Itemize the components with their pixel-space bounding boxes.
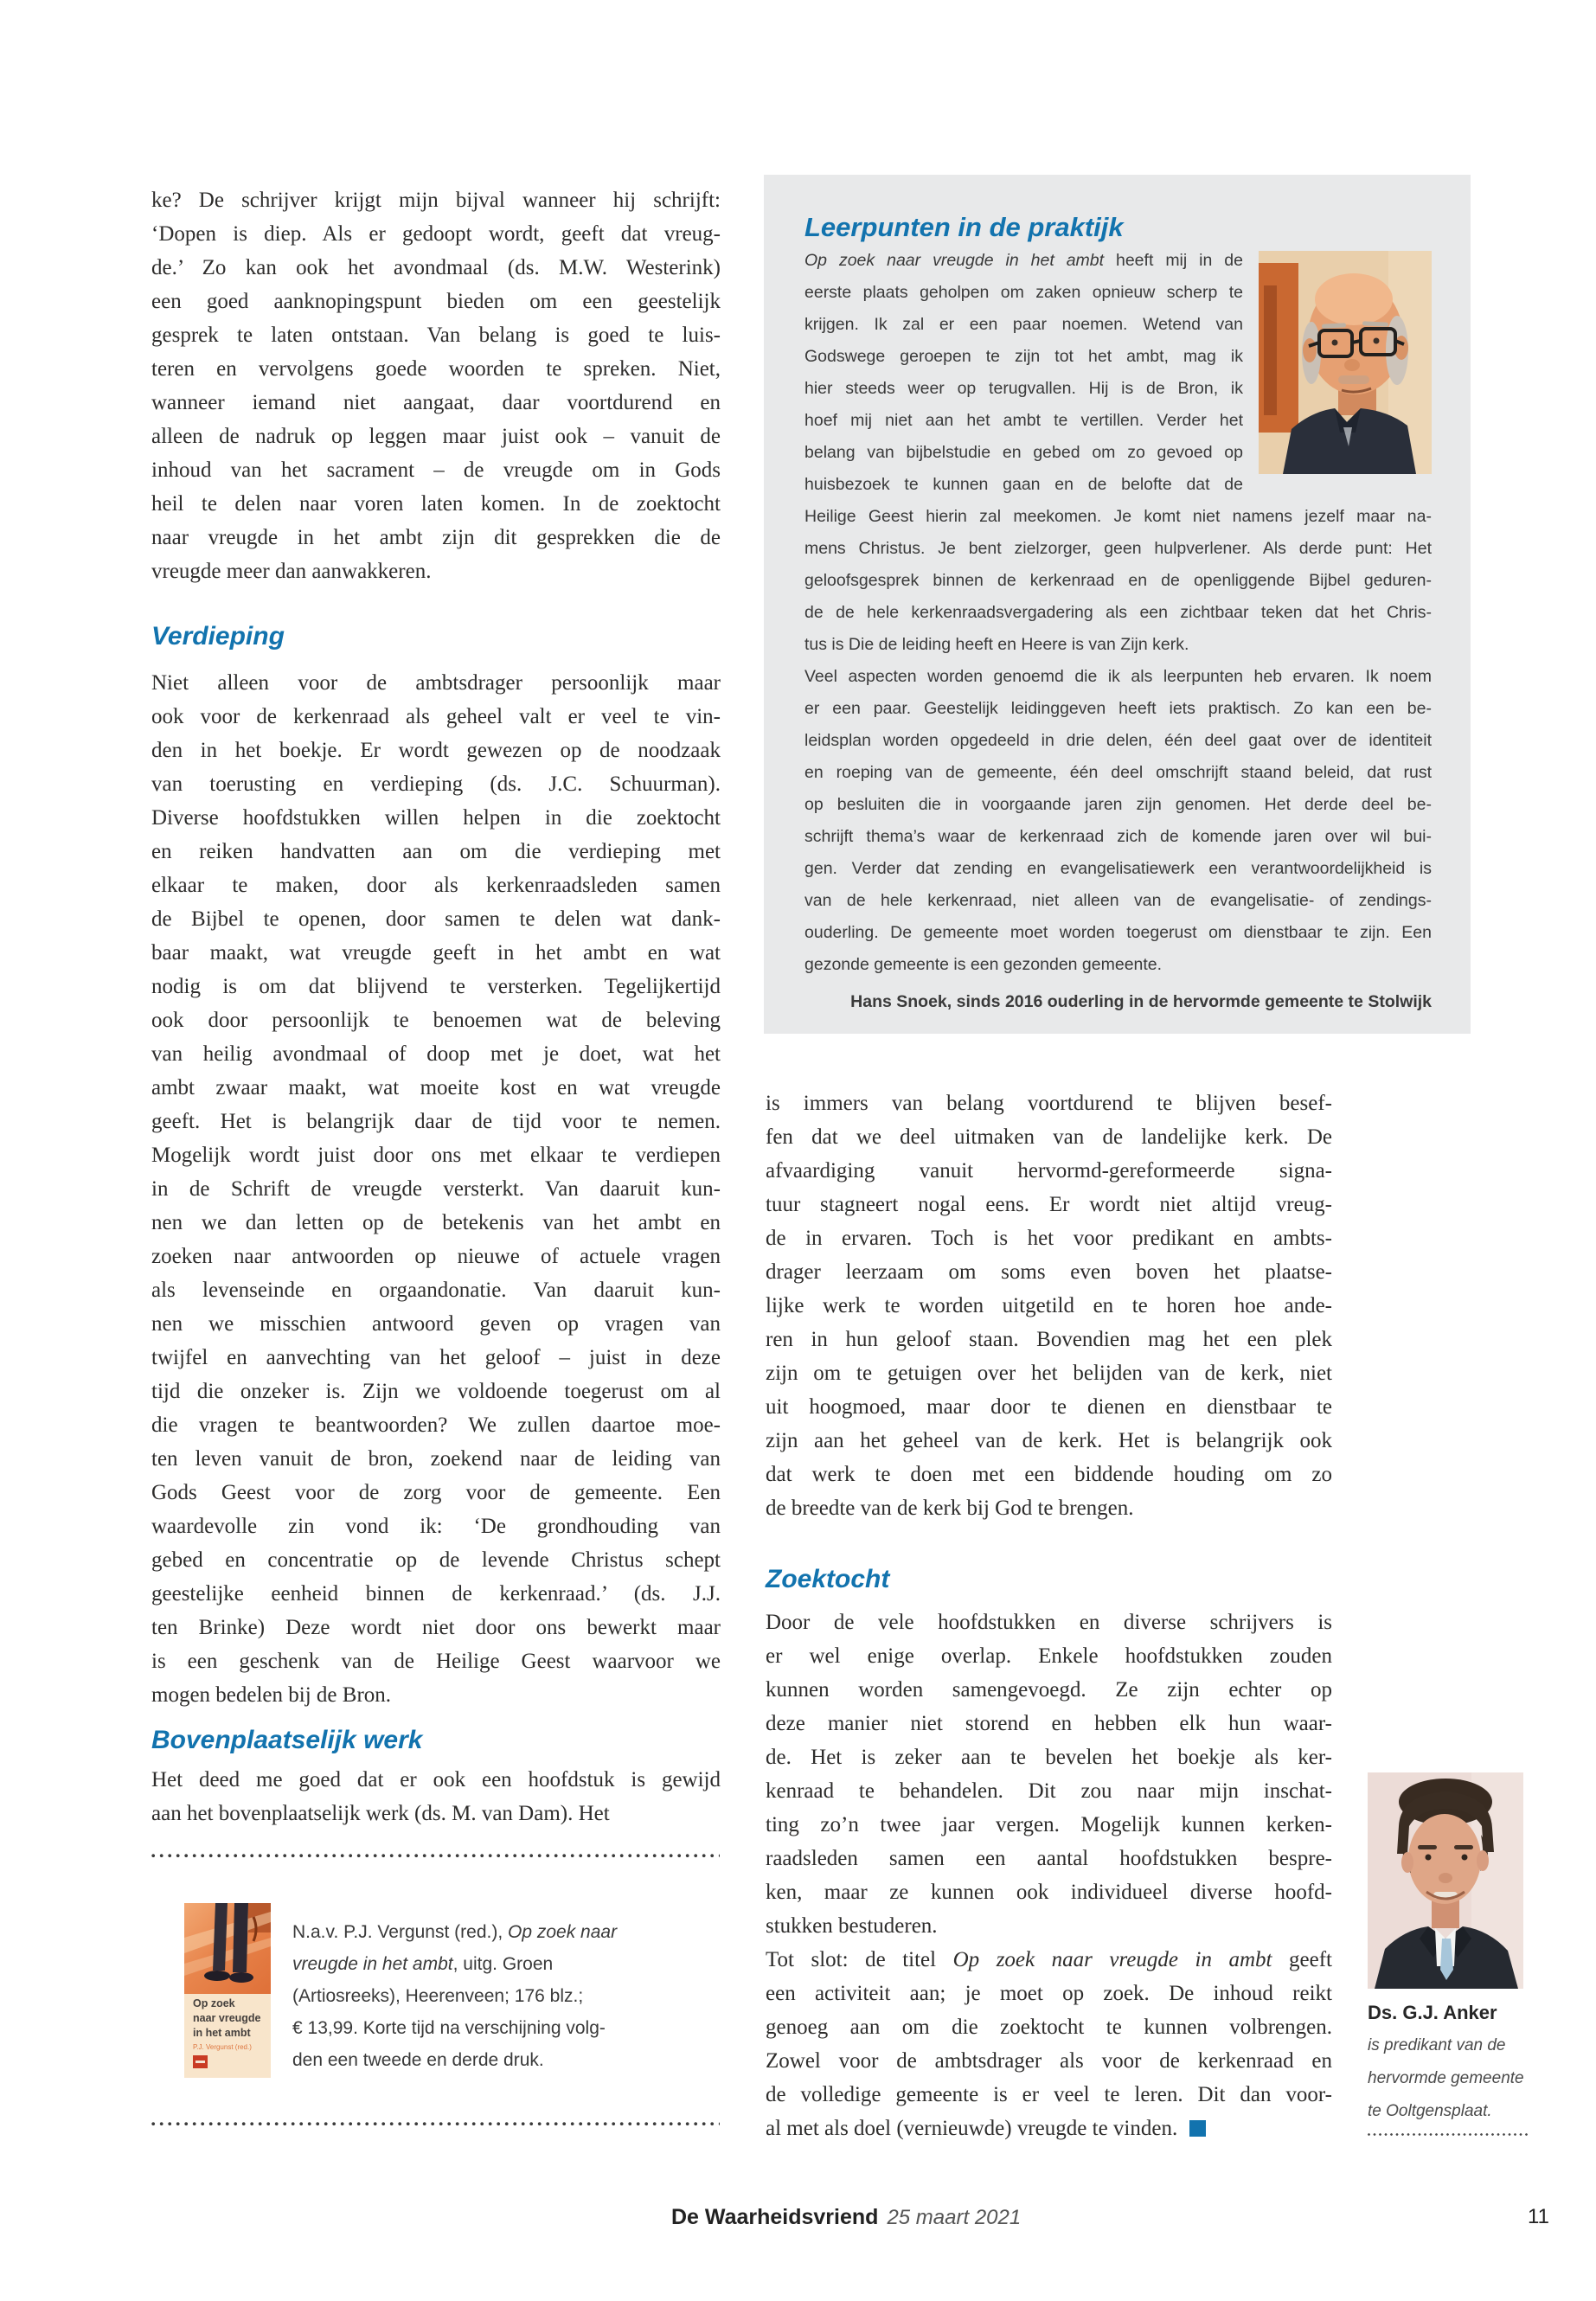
sidebar-box-attribution: Hans Snoek, sinds 2016 ouderling in de hervormde gemeente te Stolwijk [850, 992, 1432, 1011]
right-column-paragraph-3: Tot slot: de titel Op zoek naar vreugde in ambt geeft een activiteit aan; je moet op zoek. De inhoud reikt genoeg aan om die zoektocht te kunnen volbrengen. Zowel voor de ambtsdrager als voor de kerkenraad en de volledige gemeente is er veel te leren. Dit dan voor- al met als doel (vernieuwde) vreugde te vinden. [766, 1948, 1332, 2140]
right-column-paragraph-1: is immers van belang voortdurend te blijven besef- fen dat we deel uitmaken van de landelijke kerk. De afvaardiging vanuit hervormd-gereformeerde signa- tuur stagneert nogal eens. Er wordt niet altijd vreug- de in ervaren. Toch is het voor predikant en ambts- drager leerzaam om soms even boven het plaatse- lijke werk te worden uitgetild en te horen hoe ande- ren in hun geloof staan. Bovendien mag het een plek zijn om te getuigen over het belijden van de kerk, niet uit hoogmoed, maar door te dienen en dienstbaar te zijn aan het geheel van de kerk. Het is belangrijk ook dat werk te doen met een biddende houding om zo de breedte van de kerk bij God te brengen. [766, 1092, 1332, 1520]
book-cover-thumbnail [184, 1903, 271, 2078]
author-name: Ds. G.J. Anker [1368, 2002, 1497, 2023]
book-cover-author: P.J. Vergunst (red.) [193, 2043, 252, 2051]
hans-snoek-photo [1259, 251, 1432, 474]
section-heading-zoektocht: Zoektocht [766, 1565, 890, 1593]
footer-date: 25 maart 2021 [887, 2206, 1022, 2229]
author-photo [1368, 1772, 1523, 1989]
hans-snoek-portrait-illustration [1259, 251, 1432, 474]
author-bio: is predikant van de hervormde gemeente te Ooltgensplaat. [1368, 2036, 1524, 2120]
end-of-article-marker [1189, 2120, 1206, 2137]
section-heading-bovenplaatselijk-werk: Bovenplaatselijk werk [151, 1726, 423, 1754]
dotted-divider-bottom [151, 2122, 720, 2126]
dotted-divider-top [151, 1854, 720, 1858]
left-column-paragraph-3: Het deed me goed dat er ook een hoofdstuk is gewijd aan het bovenplaatselijk werk (ds. M. van Dam). Het [151, 1768, 721, 1825]
footer-magazine-title: De Waarheidsvriend [671, 2205, 879, 2229]
footer [671, 2204, 1021, 2231]
sidebar-box-heading: Leerpunten in de praktijk [804, 212, 1124, 242]
sidebar-box-paragraph-1: Op zoek naar vreugde in het ambt heeft mij in de eerste plaats geholpen om zaken opnieuw scherp te krijgen. Ik zal er een paar noemen. Wetend van Godswege geroepen te zijn tot het ambt, mag ik hier steeds weer op terugvallen. Hij is de Bron, ik hoef mij niet aan het ambt te vertillen. Verder het belang van bijbelstudie en gebed om zo gevoed op huisbezoek te kunnen gaan en de belofte dat de Heilige Geest hierin zal meekomen. Je komt niet namens jezelf maar na- mens Christus. Je bent zielzorger, geen hulpverlener. Als derde punt: Het geloofsgesprek binnen de kerkenraad en de openliggende Bijbel geduren- de de hele kerkenraadsvergadering als een zichtbaar teken dat het Chris- tus is Die de leiding heeft en Heere is van Zijn kerk. [804, 251, 1432, 654]
sidebar-box-paragraph-2: Veel aspecten worden genoemd die ik als leerpunten heb ervaren. Ik noem er een paar. Geestelijk leidinggeven heeft iets praktisch. Zo kan een be- leidsplan worden opgedeeld in drie delen, één deel gaat over de identiteit en roeping van de gemeente, één deel omschrijft staand beleid, dat rust op besluiten die in voorgaande jaren zijn genomen. Het derde deel be- schrijft thema’s waar de kerkenraad zich de komende jaren over wil bui- gen. Verder dat zending en evangelisatiewerk een verantwoordelijkheid is van de hele kerkenraad, niet alleen van de evangelisatie- of zendings- ouderling. De gemeente moet worden toegerust om dienstbaar te zijn. Een gezonde gemeente is een gezonden gemeente. [804, 667, 1432, 974]
gj-anker-portrait-illustration [1368, 1772, 1523, 1989]
author-dotted-divider [1368, 2133, 1529, 2137]
book-cover-legs-illustration [184, 1903, 271, 1994]
page-number: 11 [1528, 2205, 1549, 2228]
left-column-paragraph-1: ke? De schrijver krijgt mijn bijval wanneer hij schrijft: ‘Dopen is diep. Als er gedoopt wordt, geeft dat vreug- de.’ Zo kan ook het avondmaal (ds. M.W. Westerink) een goed aanknopingspunt bieden om een geestelijk gesprek te laten ontstaan. Van belang is goed te luis- teren en vervolgens goede woorden te spreken. Niet, wanneer iemand niet aangaat, daar voortdurend en alleen de nadruk op leggen maar juist ook – vanuit de inhoud van het sacrament – de vreugde om in Gods heil te delen naar voren laten komen. In de zoektocht naar vreugde in het ambt zijn dit gesprekken die de vreugde meer dan aanwakkeren. [151, 189, 721, 583]
book-cover-photo [184, 1903, 271, 1994]
sidebar-box-leerpunten [764, 175, 1471, 1034]
book-reference-note: N.a.v. P.J. Vergunst (red.), Op zoek naar vreugde in het ambt, uitg. Groen (Artiosreeks), Heerenveen; 176 blz.; € 13,99. Korte tijd na verschijning volg- den een tweede en derde druk. [292, 1922, 618, 2070]
publisher-logo-icon [193, 2055, 208, 2068]
book-cover-title: Op zoek naar vreugde in het ambt [193, 1997, 261, 2039]
right-column-paragraph-2: Door de vele hoofdstukken en diverse schrijvers is er wel enige overlap. Enkele hoofdstukken zouden kunnen worden samengevoegd. Ze zijn echter op deze manier niet storend en hebben elk hun waar- de. Het is zeker aan te bevelen het boekje als ker- kenraad te behandelen. Dit zou naar mijn inschat- ting zo’n twee jaar vergen. Mogelijk kunnen kerken- raadsleden samen een aantal hoofdstukken bespre- ken, maar ze kunnen ook individueel diverse hoofd- stukken bestuderen. [766, 1611, 1332, 1938]
left-column-paragraph-2: Niet alleen voor de ambtsdrager persoonlijk maar ook voor de kerkenraad als geheel valt er veel te vin- den in het boekje. Er wordt gewezen op de noodzaak van toerusting en verdieping (ds. J.C. Schuurman). Diverse hoofdstukken willen helpen in die zoektocht en reiken handvatten aan om die verdieping met elkaar te maken, door als kerkenraadsleden samen de Bijbel te openen, door samen te delen wat dank- baar maakt, wat vreugde geeft in het ambt en wat nodig is om dat blijvend te versterken. Tegelijkertijd ook door persoonlijk te benoemen wat de beleving van heilig avondmaal of doop met je doet, wat het ambt zwaar maakt, wat moeite kost en wat vreugde geeft. Het is belangrijk daar de tijd voor te nemen. Mogelijk wordt juist door ons met elkaar te verdiepen in de Schrift de vreugde versterkt. Van daaruit kun- nen we dan letten op de betekenis van het ambt en zoeken naar antwoorden op nieuwe of actuele vragen als levenseinde en orgaandonatie. Van daaruit kun- nen we misschien antwoord geven op vragen van twijfel en aanvechting van het geloof – juist in deze tijd die onzeker is. Zijn we voldoende toegerust om al die vragen te beantwoorden? We zullen daartoe moe- ten leven vanuit de bron, zoekend naar de leiding van Gods Geest voor de zorg voor de gemeente. Een waardevolle zin vond ik: ‘De grondhouding van gebed en concentratie op de levende Christus schept geestelijke eenheid binnen de kerkenraad.’ (ds. J.J. ten Brinke) Deze wordt niet door ons bewerkt maar is een geschenk van de Heilige Geest waarvoor we mogen bedelen bij de Bron. [151, 671, 721, 1707]
section-heading-verdieping: Verdieping [151, 622, 285, 651]
